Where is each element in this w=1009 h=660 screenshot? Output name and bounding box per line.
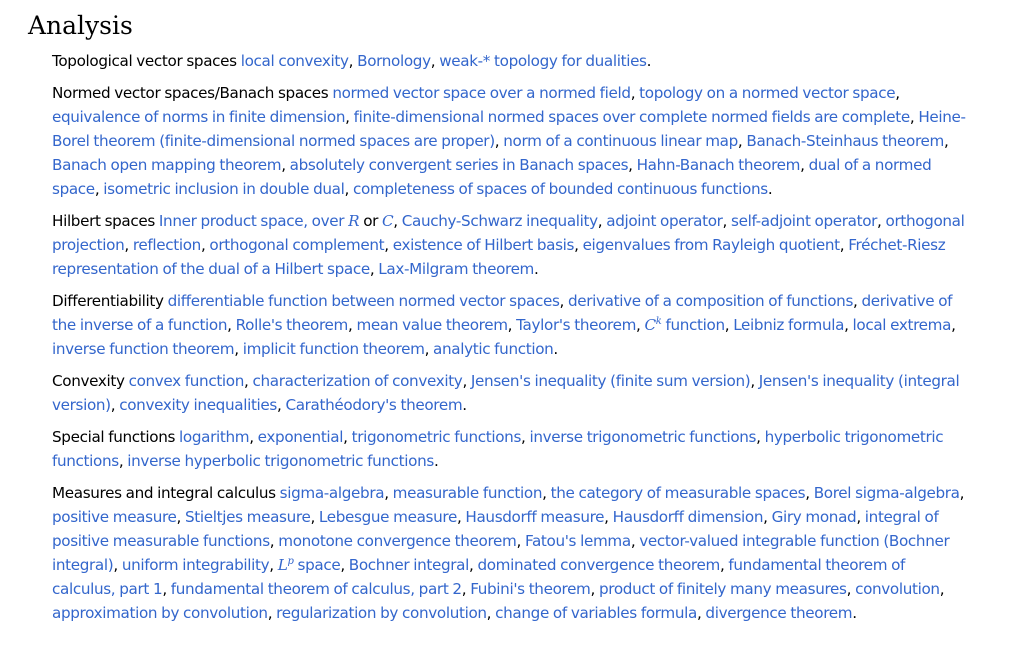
separator: , — [94, 180, 104, 198]
topic-link[interactable]: mean value theorem — [356, 316, 508, 334]
separator: , — [461, 580, 471, 598]
topic-link[interactable]: inverse hyperbolic trigonometric functions — [127, 452, 434, 470]
topic-link[interactable]: isometric inclusion in double dual — [103, 180, 345, 198]
topic-link[interactable]: exponential — [257, 428, 344, 446]
topic-link[interactable]: Fatou's lemma — [524, 532, 631, 550]
topic-link[interactable]: local extrema — [852, 316, 952, 334]
topic-link[interactable]: Giry monad — [771, 508, 857, 526]
topic-link[interactable]: Taylor's theorem — [516, 316, 637, 334]
separator: . — [767, 180, 773, 198]
separator: , — [590, 580, 599, 598]
topic-link[interactable]: self-adjoint operator — [731, 212, 878, 230]
topic-topological-vector-spaces — [52, 49, 972, 73]
topic-link[interactable]: Inner product space, over — [158, 212, 349, 230]
topic-link[interactable]: normed vector space over a normed field — [332, 84, 631, 102]
separator: , — [856, 508, 865, 526]
topic-link[interactable]: Hahn-Banach theorem — [636, 156, 801, 174]
topic-link[interactable]: equivalence of norms in finite dimension — [52, 108, 346, 126]
topic-special-functions — [52, 425, 972, 473]
separator: , — [895, 84, 900, 102]
topic-link[interactable]: Fréchet-Riesz representation of the dual of a Hilbert space — [52, 236, 946, 278]
topic-link[interactable]: Rolle's theorem — [235, 316, 349, 334]
topic-link[interactable]: norm of a continuous linear map — [503, 132, 738, 150]
topic-link[interactable]: eigenvalues from Rayleigh quotient — [582, 236, 840, 254]
separator: . — [534, 260, 539, 278]
topic-link[interactable]: Cauchy-Schwarz inequality — [401, 212, 598, 230]
math-base: C — [382, 212, 394, 230]
separator: , — [162, 580, 171, 598]
topic-link[interactable]: dual of a normed space — [52, 156, 932, 198]
topic-link[interactable]: dominated convergence theorem — [477, 556, 720, 574]
topic-link[interactable]: approximation by convolution — [52, 604, 268, 622]
topic-link[interactable]: vector-valued integrable function (Bochner integral) — [52, 532, 950, 574]
separator: , — [763, 508, 772, 526]
separator: , — [269, 556, 278, 574]
separator: , — [839, 236, 849, 254]
topic-link[interactable]: Banach-Steinhaus theorem — [746, 132, 944, 150]
topic-term: Special functions — [52, 428, 176, 446]
separator: , — [118, 452, 128, 470]
separator: . — [553, 340, 558, 358]
separator: , — [846, 580, 856, 598]
topic-differentiability — [52, 289, 972, 361]
separator: , — [344, 180, 353, 198]
topic-link[interactable]: sigma-algebra — [279, 484, 385, 502]
separator: , — [281, 156, 290, 174]
topic-link[interactable]: change of variables formula — [495, 604, 697, 622]
topic-link[interactable]: Heine-Borel theorem (finite-dimensional normed spaces are proper) — [52, 108, 966, 150]
topic-link[interactable]: weak-* topology for dualities — [439, 52, 647, 70]
section-heading: Analysis — [28, 11, 133, 40]
separator: , — [113, 556, 122, 574]
topic-link[interactable]: Borel sigma-algebra — [813, 484, 960, 502]
separator: , — [249, 428, 258, 446]
separator: , — [722, 212, 732, 230]
topic-hilbert-spaces — [52, 209, 972, 281]
separator: , — [200, 236, 210, 254]
topic-link[interactable]: characterization of convexity — [252, 372, 463, 390]
topic-link[interactable]: fundamental theorem of calculus, part 1 — [52, 556, 906, 598]
separator: , — [468, 556, 478, 574]
topic-link[interactable]: finite-dimensional normed spaces over complete normed fields are complete — [353, 108, 910, 126]
topic-link[interactable]: fundamental theorem of calculus, part 2 — [170, 580, 462, 598]
separator: , — [542, 484, 551, 502]
topic-link[interactable]: Lax-Milgram theorem — [378, 260, 535, 278]
topic-link[interactable]: Jensen's inequality (integral version) — [52, 372, 960, 414]
topic-link[interactable]: inverse trigonometric functions — [529, 428, 757, 446]
topic-link[interactable]: measurable function — [392, 484, 543, 502]
separator: . — [852, 604, 857, 622]
separator: , — [853, 292, 862, 310]
separator: , — [939, 580, 945, 598]
topic-link[interactable]: uniform integrability — [121, 556, 270, 574]
separator: , — [507, 316, 517, 334]
separator: , — [124, 236, 133, 254]
separator: , — [597, 212, 607, 230]
topic-link[interactable]: implicit function theorem — [242, 340, 425, 358]
separator: . — [646, 52, 652, 70]
math-superscript: p — [287, 556, 294, 567]
separator: , — [343, 428, 352, 446]
topic-normed-vector-spaces — [52, 81, 972, 201]
topic-link[interactable]: topology on a normed vector space — [639, 84, 896, 102]
topic-link[interactable]: orthogonal complement — [209, 236, 385, 254]
separator: , — [345, 108, 354, 126]
topic-link[interactable]: inverse function theorem — [52, 340, 235, 358]
topic-link[interactable]: orthogonal projection — [52, 212, 965, 254]
topic-link[interactable]: Lebesgue measure — [318, 508, 457, 526]
separator: , — [750, 372, 759, 390]
connector-text: or — [359, 212, 383, 230]
separator: , — [574, 236, 583, 254]
separator: , — [430, 52, 440, 70]
topic-link[interactable]: the category of measurable spaces — [550, 484, 806, 502]
topic-link[interactable]: Hausdorff measure — [465, 508, 605, 526]
math-symbol[interactable] — [382, 212, 393, 230]
math-base: C — [644, 316, 656, 334]
topic-link[interactable]: convexity inequalities — [119, 396, 277, 414]
topic-link[interactable]: Hausdorff dimension — [612, 508, 764, 526]
separator: , — [877, 212, 886, 230]
topic-link[interactable]: Stieltjes measure — [185, 508, 311, 526]
topic-link[interactable]: absolutely convergent series in Banach spaces — [289, 156, 629, 174]
topic-link[interactable]: monotone convergence theorem — [278, 532, 517, 550]
separator: , — [604, 508, 613, 526]
topic-link[interactable]: existence of Hilbert basis — [392, 236, 575, 254]
separator: , — [844, 316, 853, 334]
math-base: R — [348, 212, 360, 230]
topic-link[interactable]: analytic function — [433, 340, 554, 358]
topic-link[interactable]: convex function — [128, 372, 245, 390]
separator: , — [756, 428, 765, 446]
topic-link[interactable]: completeness of spaces of bounded continuous functions — [352, 180, 768, 198]
topic-link[interactable]: Jensen's inequality (finite sum version) — [470, 372, 751, 390]
separator: , — [310, 508, 319, 526]
separator: , — [424, 340, 434, 358]
topic-link[interactable]: positive measure — [52, 508, 177, 526]
separator: , — [696, 604, 706, 622]
math-symbol[interactable] — [278, 556, 294, 574]
separator: , — [340, 556, 349, 574]
topic-convexity — [52, 369, 972, 417]
separator: , — [348, 316, 357, 334]
math-base: L — [277, 556, 288, 574]
separator: , — [462, 372, 471, 390]
topic-link[interactable]: function — [661, 316, 725, 334]
separator: , — [276, 396, 286, 414]
separator: , — [521, 428, 530, 446]
topic-link[interactable]: trigonometric functions — [351, 428, 522, 446]
separator: , — [110, 396, 120, 414]
topic-link[interactable]: differentiable function between normed vector spaces — [167, 292, 560, 310]
separator: , — [269, 532, 279, 550]
separator: , — [494, 132, 504, 150]
topic-link[interactable]: integral of positive measurable functions — [52, 508, 939, 550]
topic-link[interactable]: hyperbolic trigonometric functions — [52, 428, 944, 470]
separator: , — [516, 532, 525, 550]
separator: , — [384, 236, 393, 254]
topic-link[interactable]: derivative of the inverse of a function — [52, 292, 953, 334]
separator: , — [393, 212, 402, 230]
topic-term: Topological vector spaces — [52, 52, 237, 70]
topic-measures-integral-calculus — [52, 481, 972, 625]
topic-link[interactable]: Leibniz formula — [733, 316, 845, 334]
topic-link[interactable]: derivative of a composition of functions — [568, 292, 854, 310]
topic-link[interactable]: Banach open mapping theorem — [52, 156, 282, 174]
separator: , — [456, 508, 466, 526]
separator: , — [267, 604, 277, 622]
topic-link[interactable]: space — [293, 556, 341, 574]
topic-term: Convexity — [52, 372, 125, 390]
topic-link[interactable]: logarithm — [179, 428, 250, 446]
separator: , — [384, 484, 393, 502]
separator: , — [234, 340, 243, 358]
separator: , — [630, 532, 640, 550]
topic-link[interactable]: Carathéodory's theorem — [285, 396, 463, 414]
topic-link[interactable]: convolution — [855, 580, 940, 598]
separator: , — [805, 484, 814, 502]
separator: , — [951, 316, 956, 334]
separator: , — [486, 604, 496, 622]
topic-link[interactable]: divergence theorem — [705, 604, 853, 622]
topic-link[interactable]: regularization by convolution — [276, 604, 487, 622]
separator: , — [737, 132, 747, 150]
topic-term: Hilbert spaces — [52, 212, 155, 230]
separator: , — [943, 132, 949, 150]
topic-term: Differentiability — [52, 292, 164, 310]
topic-link[interactable]: Bornology — [357, 52, 431, 70]
separator: , — [800, 156, 809, 174]
topic-link[interactable]: product of finitely many measures — [598, 580, 847, 598]
topic-link[interactable]: adjoint operator — [606, 212, 723, 230]
topic-term: Normed vector spaces/Banach spaces — [52, 84, 329, 102]
math-symbol[interactable] — [348, 212, 359, 230]
separator: , — [348, 52, 358, 70]
separator: , — [724, 316, 734, 334]
separator: , — [227, 316, 236, 334]
topic-term: Measures and integral calculus — [52, 484, 276, 502]
topic-link[interactable]: Bochner integral — [348, 556, 469, 574]
topic-link[interactable]: Fubini's theorem — [470, 580, 591, 598]
topic-link[interactable]: reflection — [132, 236, 201, 254]
separator: , — [176, 508, 186, 526]
separator: , — [630, 84, 640, 102]
topic-link[interactable]: local convexity — [240, 52, 349, 70]
separator: , — [369, 260, 379, 278]
separator: , — [636, 316, 645, 334]
math-superscript: k — [655, 316, 662, 327]
separator: , — [719, 556, 729, 574]
math-symbol[interactable] — [645, 316, 662, 334]
separator: , — [559, 292, 568, 310]
separator: , — [244, 372, 253, 390]
separator: . — [462, 396, 467, 414]
separator: , — [959, 484, 965, 502]
separator: , — [628, 156, 637, 174]
separator: , — [909, 108, 919, 126]
separator: . — [433, 452, 439, 470]
